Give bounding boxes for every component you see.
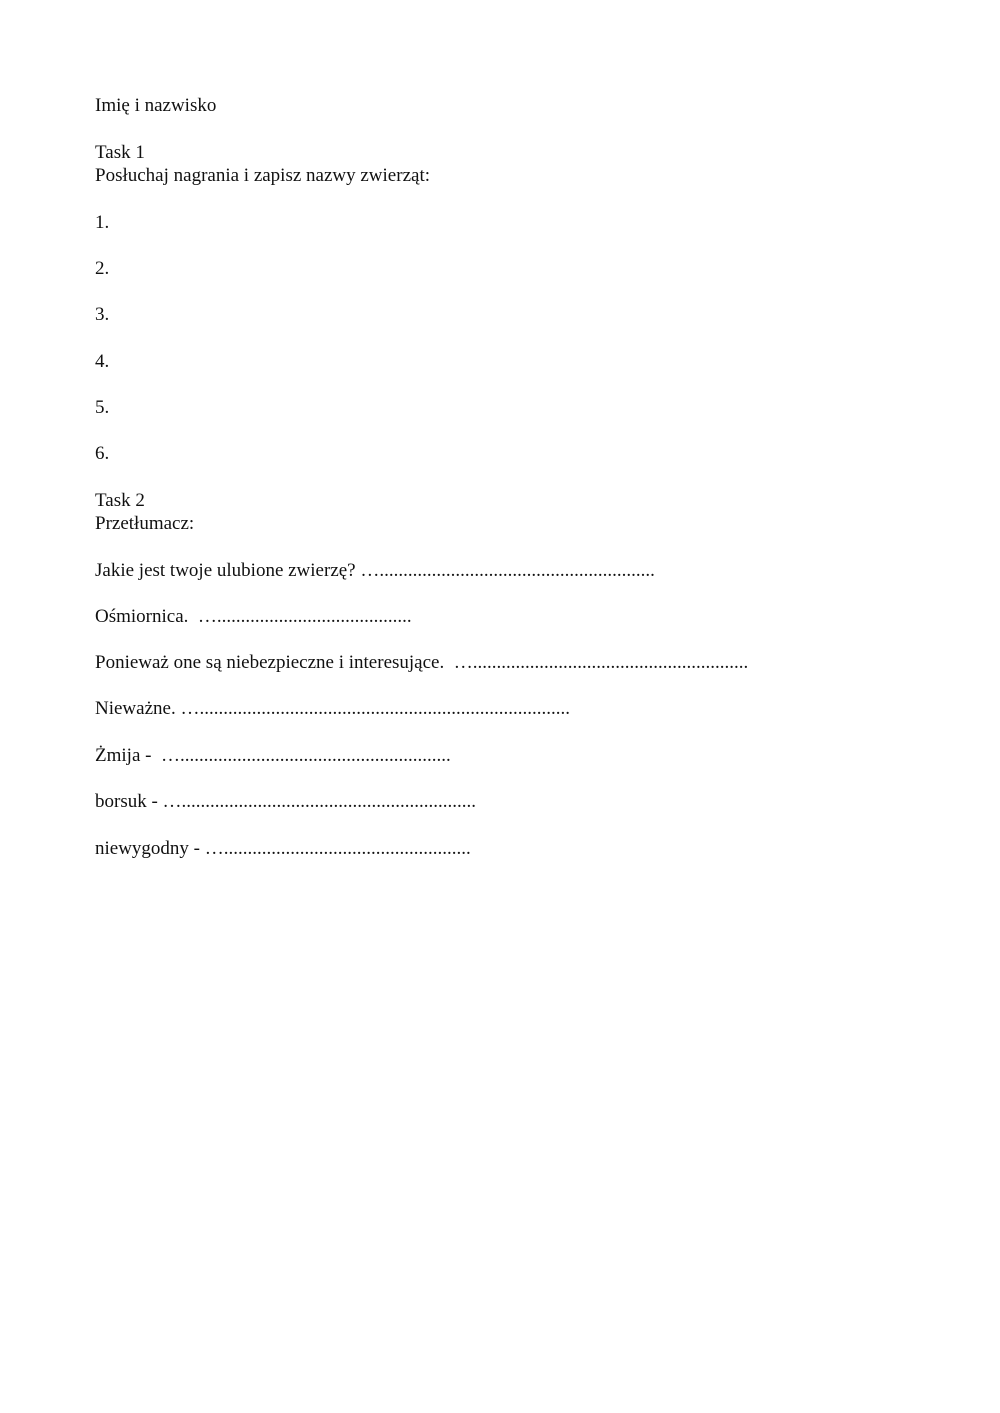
task1-item-4: 4. [95, 351, 110, 372]
task2-item-5: Żmija - …......................................................... [95, 745, 451, 766]
task2-item-7: niewygodny - ….................................................... [95, 838, 471, 859]
task1-instruction: Posłuchaj nagrania i zapisz nazwy zwierząt: [95, 165, 430, 186]
task1-item-6: 6. [95, 443, 110, 464]
task2-item-3: Ponieważ one są niebezpieczne i interesujące. ….......................................................... [95, 652, 749, 673]
task1-item-3: 3. [95, 304, 110, 325]
task1-item-2: 2. [95, 258, 110, 279]
task2-item-4: Nieważne. ….............................................................................. [95, 698, 570, 719]
task2-title: Task 2 [95, 490, 145, 511]
task1-title: Task 1 [95, 142, 145, 163]
task1-item-5: 5. [95, 397, 110, 418]
task2-item-2: Ośmiornica. …......................................... [95, 606, 412, 627]
task1-item-1: 1. [95, 212, 110, 233]
task2-item-6: borsuk - ….............................................................. [95, 791, 477, 812]
name-label: Imię i nazwisko [95, 95, 217, 116]
task2-instruction: Przetłumacz: [95, 513, 195, 534]
task2-item-1: Jakie jest twoje ulubione zwierzę? ….......................................................... [95, 560, 655, 581]
